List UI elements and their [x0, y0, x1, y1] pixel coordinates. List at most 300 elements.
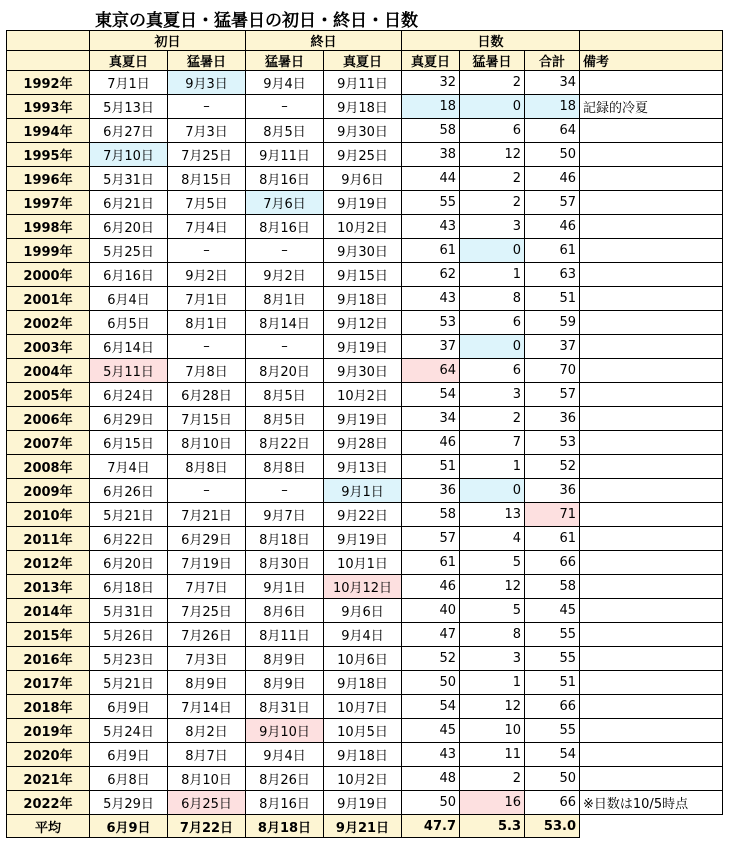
table-row	[7, 143, 723, 167]
last-mosho-cell: 8月26日	[246, 767, 324, 791]
last-manatsu-cell: 9月18日	[324, 287, 402, 311]
first-mosho-cell: 8月2日	[168, 719, 246, 743]
days-manatsu-cell: 47	[402, 623, 460, 647]
year-cell: 2003年	[7, 335, 90, 359]
table-row	[7, 335, 723, 359]
first-mosho-cell: 7月8日	[168, 359, 246, 383]
days-mosho-cell: 6	[460, 311, 525, 335]
table-row	[7, 95, 723, 119]
days-manatsu-cell: 40	[402, 599, 460, 623]
last-mosho-cell: 9月11日	[246, 143, 324, 167]
note-cell	[580, 287, 723, 311]
days-mosho-cell: 3	[460, 647, 525, 671]
year-cell: 2010年	[7, 503, 90, 527]
days-mosho-cell: 3	[460, 215, 525, 239]
days-total-cell: 66	[525, 695, 580, 719]
first-mosho-cell: 6月25日	[168, 791, 246, 815]
table-row	[7, 383, 723, 407]
days-manatsu-cell: 44	[402, 167, 460, 191]
days-manatsu-cell: 32	[402, 71, 460, 95]
year-cell: 1995年	[7, 143, 90, 167]
first-manatsu-cell: 5月31日	[90, 599, 168, 623]
first-mosho-cell: 9月2日	[168, 263, 246, 287]
days-mosho-cell: 2	[460, 407, 525, 431]
days-total-cell: 37	[525, 335, 580, 359]
days-mosho-cell: 16	[460, 791, 525, 815]
days-manatsu-cell: 48	[402, 767, 460, 791]
last-manatsu-cell: 9月19日	[324, 335, 402, 359]
first-mosho-cell: 8月9日	[168, 671, 246, 695]
last-mosho-cell: 8月18日	[246, 527, 324, 551]
first-manatsu-cell: 5月24日	[90, 719, 168, 743]
first-manatsu-cell: 6月4日	[90, 287, 168, 311]
year-cell: 2012年	[7, 551, 90, 575]
year-cell: 1993年	[7, 95, 90, 119]
average-days-total: 53.0	[525, 815, 580, 838]
first-manatsu-cell: 5月21日	[90, 503, 168, 527]
days-manatsu-cell: 46	[402, 431, 460, 455]
days-mosho-cell: 4	[460, 527, 525, 551]
first-manatsu-cell: 6月5日	[90, 311, 168, 335]
note-cell	[580, 191, 723, 215]
note-cell	[580, 167, 723, 191]
year-cell: 2009年	[7, 479, 90, 503]
table-row	[7, 719, 723, 743]
year-cell: 2021年	[7, 767, 90, 791]
days-total-cell: 34	[525, 71, 580, 95]
last-manatsu-cell: 9月4日	[324, 623, 402, 647]
first-mosho-cell: –	[168, 95, 246, 119]
first-manatsu-cell: 6月9日	[90, 695, 168, 719]
last-mosho-cell: 8月9日	[246, 671, 324, 695]
note-cell	[580, 527, 723, 551]
last-mosho-cell: 8月8日	[246, 455, 324, 479]
note-cell	[580, 263, 723, 287]
days-total-cell: 46	[525, 215, 580, 239]
days-manatsu-cell: 58	[402, 503, 460, 527]
last-mosho-cell: 8月16日	[246, 215, 324, 239]
last-mosho-cell: 9月2日	[246, 263, 324, 287]
last-manatsu-cell: 9月6日	[324, 599, 402, 623]
note-cell	[580, 383, 723, 407]
note-cell	[580, 311, 723, 335]
days-total-cell: 70	[525, 359, 580, 383]
average-first-manatsu: 6月9日	[90, 815, 168, 838]
table-row	[7, 431, 723, 455]
summer-days-table	[6, 30, 723, 838]
days-manatsu-cell: 50	[402, 791, 460, 815]
header-first-mosho: 猛暑日	[168, 51, 246, 71]
year-cell: 2020年	[7, 743, 90, 767]
days-mosho-cell: 12	[460, 695, 525, 719]
days-manatsu-cell: 64	[402, 359, 460, 383]
last-mosho-cell: 9月4日	[246, 71, 324, 95]
table-row	[7, 743, 723, 767]
note-cell	[580, 119, 723, 143]
last-manatsu-cell: 10月7日	[324, 695, 402, 719]
days-mosho-cell: 1	[460, 263, 525, 287]
year-cell: 2017年	[7, 671, 90, 695]
note-cell	[580, 215, 723, 239]
first-mosho-cell: 7月3日	[168, 119, 246, 143]
year-cell: 1994年	[7, 119, 90, 143]
first-manatsu-cell: 6月15日	[90, 431, 168, 455]
year-cell: 2016年	[7, 647, 90, 671]
first-manatsu-cell: 6月22日	[90, 527, 168, 551]
days-total-cell: 66	[525, 791, 580, 815]
first-mosho-cell: 8月15日	[168, 167, 246, 191]
last-manatsu-cell: 9月13日	[324, 455, 402, 479]
note-cell	[580, 599, 723, 623]
table-row	[7, 239, 723, 263]
days-total-cell: 63	[525, 263, 580, 287]
header-days-mosho: 猛暑日	[460, 51, 525, 71]
header-last: 終日	[246, 31, 402, 51]
table-body	[7, 31, 723, 838]
days-manatsu-cell: 46	[402, 575, 460, 599]
last-manatsu-cell: 10月1日	[324, 551, 402, 575]
days-total-cell: 59	[525, 311, 580, 335]
year-cell: 1996年	[7, 167, 90, 191]
year-cell: 2007年	[7, 431, 90, 455]
note-cell	[580, 743, 723, 767]
last-manatsu-cell: 9月22日	[324, 503, 402, 527]
table-row	[7, 215, 723, 239]
year-cell: 2011年	[7, 527, 90, 551]
first-manatsu-cell: 6月20日	[90, 551, 168, 575]
average-first-mosho: 7月22日	[168, 815, 246, 838]
last-manatsu-cell: 10月12日	[324, 575, 402, 599]
first-manatsu-cell: 7月10日	[90, 143, 168, 167]
first-mosho-cell: 7月4日	[168, 215, 246, 239]
days-manatsu-cell: 53	[402, 311, 460, 335]
last-mosho-cell: 8月31日	[246, 695, 324, 719]
days-mosho-cell: 6	[460, 119, 525, 143]
first-manatsu-cell: 6月14日	[90, 335, 168, 359]
last-manatsu-cell: 9月6日	[324, 167, 402, 191]
first-manatsu-cell: 5月21日	[90, 671, 168, 695]
days-mosho-cell: 5	[460, 551, 525, 575]
table-row	[7, 167, 723, 191]
days-mosho-cell: 7	[460, 431, 525, 455]
note-cell	[580, 767, 723, 791]
header-note-spacer	[580, 31, 723, 51]
days-total-cell: 51	[525, 671, 580, 695]
days-mosho-cell: 8	[460, 287, 525, 311]
note-cell	[580, 575, 723, 599]
days-mosho-cell: 1	[460, 671, 525, 695]
first-manatsu-cell: 6月21日	[90, 191, 168, 215]
first-mosho-cell: 6月29日	[168, 527, 246, 551]
days-total-cell: 58	[525, 575, 580, 599]
days-manatsu-cell: 54	[402, 695, 460, 719]
average-label: 平均	[7, 815, 90, 838]
table-row	[7, 791, 723, 815]
header-days-total: 合計	[525, 51, 580, 71]
first-mosho-cell: 6月28日	[168, 383, 246, 407]
last-manatsu-cell: 9月18日	[324, 671, 402, 695]
header-days-manatsu: 真夏日	[402, 51, 460, 71]
year-cell: 2001年	[7, 287, 90, 311]
last-mosho-cell: –	[246, 95, 324, 119]
first-mosho-cell: 8月7日	[168, 743, 246, 767]
average-row	[7, 815, 723, 838]
days-total-cell: 71	[525, 503, 580, 527]
first-mosho-cell: 7月26日	[168, 623, 246, 647]
header-note: 備考	[580, 51, 723, 71]
last-mosho-cell: 8月30日	[246, 551, 324, 575]
first-mosho-cell: 8月1日	[168, 311, 246, 335]
days-total-cell: 55	[525, 647, 580, 671]
note-cell: 記録的冷夏	[580, 95, 723, 119]
first-mosho-cell: –	[168, 479, 246, 503]
table-row	[7, 191, 723, 215]
days-mosho-cell: 13	[460, 503, 525, 527]
last-mosho-cell: 7月6日	[246, 191, 324, 215]
last-mosho-cell: 8月6日	[246, 599, 324, 623]
last-manatsu-cell: 9月18日	[324, 95, 402, 119]
average-last-manatsu: 9月21日	[324, 815, 402, 838]
first-mosho-cell: 7月5日	[168, 191, 246, 215]
first-manatsu-cell: 6月24日	[90, 383, 168, 407]
last-mosho-cell: 9月10日	[246, 719, 324, 743]
last-manatsu-cell: 10月2日	[324, 383, 402, 407]
days-mosho-cell: 6	[460, 359, 525, 383]
last-manatsu-cell: 9月30日	[324, 239, 402, 263]
year-cell: 2014年	[7, 599, 90, 623]
table-row	[7, 647, 723, 671]
first-mosho-cell: 8月10日	[168, 431, 246, 455]
note-cell	[580, 695, 723, 719]
table-row	[7, 695, 723, 719]
days-mosho-cell: 2	[460, 767, 525, 791]
last-manatsu-cell: 9月19日	[324, 527, 402, 551]
note-cell	[580, 359, 723, 383]
days-total-cell: 52	[525, 455, 580, 479]
note-cell	[580, 503, 723, 527]
last-manatsu-cell: 9月15日	[324, 263, 402, 287]
header-first: 初日	[90, 31, 246, 51]
last-manatsu-cell: 10月6日	[324, 647, 402, 671]
days-total-cell: 53	[525, 431, 580, 455]
first-manatsu-cell: 5月11日	[90, 359, 168, 383]
days-manatsu-cell: 55	[402, 191, 460, 215]
table-row	[7, 575, 723, 599]
days-mosho-cell: 2	[460, 167, 525, 191]
first-mosho-cell: 7月1日	[168, 287, 246, 311]
days-manatsu-cell: 61	[402, 551, 460, 575]
last-mosho-cell: 9月7日	[246, 503, 324, 527]
note-cell	[580, 647, 723, 671]
first-manatsu-cell: 5月29日	[90, 791, 168, 815]
first-mosho-cell: 8月8日	[168, 455, 246, 479]
days-manatsu-cell: 45	[402, 719, 460, 743]
days-mosho-cell: 0	[460, 335, 525, 359]
days-manatsu-cell: 37	[402, 335, 460, 359]
year-cell: 2022年	[7, 791, 90, 815]
days-total-cell: 57	[525, 383, 580, 407]
days-total-cell: 45	[525, 599, 580, 623]
year-cell: 1992年	[7, 71, 90, 95]
first-mosho-cell: 7月19日	[168, 551, 246, 575]
first-manatsu-cell: 6月26日	[90, 479, 168, 503]
header-days: 日数	[402, 31, 580, 51]
days-total-cell: 50	[525, 143, 580, 167]
first-manatsu-cell: 7月4日	[90, 455, 168, 479]
year-cell: 2019年	[7, 719, 90, 743]
table-row	[7, 119, 723, 143]
note-cell: ※日数は10/5時点	[580, 791, 723, 815]
last-mosho-cell: 8月14日	[246, 311, 324, 335]
days-mosho-cell: 8	[460, 623, 525, 647]
last-manatsu-cell: 10月2日	[324, 767, 402, 791]
last-manatsu-cell: 9月11日	[324, 71, 402, 95]
first-mosho-cell: 7月15日	[168, 407, 246, 431]
days-total-cell: 18	[525, 95, 580, 119]
days-manatsu-cell: 52	[402, 647, 460, 671]
first-mosho-cell: 7月21日	[168, 503, 246, 527]
days-manatsu-cell: 43	[402, 215, 460, 239]
first-manatsu-cell: 6月16日	[90, 263, 168, 287]
note-cell	[580, 239, 723, 263]
days-mosho-cell: 11	[460, 743, 525, 767]
first-manatsu-cell: 6月29日	[90, 407, 168, 431]
last-mosho-cell: 8月9日	[246, 647, 324, 671]
year-cell: 2006年	[7, 407, 90, 431]
year-cell: 2000年	[7, 263, 90, 287]
last-mosho-cell: 8月1日	[246, 287, 324, 311]
days-mosho-cell: 2	[460, 191, 525, 215]
first-mosho-cell: 7月14日	[168, 695, 246, 719]
days-mosho-cell: 12	[460, 575, 525, 599]
table-row	[7, 407, 723, 431]
last-mosho-cell: 9月1日	[246, 575, 324, 599]
note-cell	[580, 431, 723, 455]
last-mosho-cell: –	[246, 239, 324, 263]
first-manatsu-cell: 6月20日	[90, 215, 168, 239]
days-manatsu-cell: 50	[402, 671, 460, 695]
days-mosho-cell: 12	[460, 143, 525, 167]
days-total-cell: 36	[525, 407, 580, 431]
first-manatsu-cell: 6月9日	[90, 743, 168, 767]
note-cell	[580, 335, 723, 359]
table-row	[7, 311, 723, 335]
last-mosho-cell: 8月16日	[246, 167, 324, 191]
days-manatsu-cell: 61	[402, 239, 460, 263]
days-total-cell: 36	[525, 479, 580, 503]
average-last-mosho: 8月18日	[246, 815, 324, 838]
first-manatsu-cell: 6月8日	[90, 767, 168, 791]
year-cell: 1998年	[7, 215, 90, 239]
days-mosho-cell: 1	[460, 455, 525, 479]
last-manatsu-cell: 9月19日	[324, 191, 402, 215]
note-cell	[580, 623, 723, 647]
table-row	[7, 503, 723, 527]
year-cell: 2004年	[7, 359, 90, 383]
year-cell: 1997年	[7, 191, 90, 215]
table-row	[7, 71, 723, 95]
year-cell: 2005年	[7, 383, 90, 407]
first-mosho-cell: 7月25日	[168, 599, 246, 623]
first-mosho-cell: 7月7日	[168, 575, 246, 599]
last-mosho-cell: 8月11日	[246, 623, 324, 647]
table-row	[7, 671, 723, 695]
note-cell	[580, 143, 723, 167]
header-year	[7, 51, 90, 71]
days-total-cell: 51	[525, 287, 580, 311]
days-total-cell: 50	[525, 767, 580, 791]
days-total-cell: 61	[525, 239, 580, 263]
last-manatsu-cell: 9月30日	[324, 359, 402, 383]
days-total-cell: 55	[525, 623, 580, 647]
last-mosho-cell: 8月5日	[246, 383, 324, 407]
header-last-manatsu: 真夏日	[324, 51, 402, 71]
days-manatsu-cell: 58	[402, 119, 460, 143]
last-manatsu-cell: 9月28日	[324, 431, 402, 455]
page-title: 東京の真夏日・猛暑日の初日・終日・日数	[95, 11, 418, 31]
last-manatsu-cell: 10月2日	[324, 215, 402, 239]
days-total-cell: 54	[525, 743, 580, 767]
note-cell	[580, 551, 723, 575]
days-mosho-cell: 0	[460, 479, 525, 503]
first-manatsu-cell: 7月1日	[90, 71, 168, 95]
first-manatsu-cell: 5月26日	[90, 623, 168, 647]
first-mosho-cell: 7月3日	[168, 647, 246, 671]
note-cell	[580, 719, 723, 743]
year-cell: 2008年	[7, 455, 90, 479]
last-manatsu-cell: 9月19日	[324, 407, 402, 431]
days-manatsu-cell: 54	[402, 383, 460, 407]
last-mosho-cell: 8月16日	[246, 791, 324, 815]
table-row	[7, 767, 723, 791]
last-mosho-cell: 8月5日	[246, 407, 324, 431]
days-total-cell: 46	[525, 167, 580, 191]
table-row	[7, 479, 723, 503]
last-manatsu-cell: 9月12日	[324, 311, 402, 335]
last-manatsu-cell: 9月19日	[324, 791, 402, 815]
average-days-mosho: 5.3	[460, 815, 525, 838]
first-mosho-cell: –	[168, 335, 246, 359]
note-cell	[580, 455, 723, 479]
last-mosho-cell: 8月20日	[246, 359, 324, 383]
first-manatsu-cell: 6月27日	[90, 119, 168, 143]
table-row	[7, 623, 723, 647]
days-mosho-cell: 2	[460, 71, 525, 95]
days-total-cell: 55	[525, 719, 580, 743]
table-row	[7, 287, 723, 311]
last-mosho-cell: –	[246, 335, 324, 359]
last-mosho-cell: 8月22日	[246, 431, 324, 455]
days-manatsu-cell: 51	[402, 455, 460, 479]
days-manatsu-cell: 43	[402, 743, 460, 767]
table-row	[7, 359, 723, 383]
note-cell	[580, 671, 723, 695]
header-last-mosho: 猛暑日	[246, 51, 324, 71]
days-total-cell: 61	[525, 527, 580, 551]
first-manatsu-cell: 5月25日	[90, 239, 168, 263]
last-mosho-cell: 8月5日	[246, 119, 324, 143]
year-cell: 1999年	[7, 239, 90, 263]
last-mosho-cell: 9月4日	[246, 743, 324, 767]
last-manatsu-cell: 10月5日	[324, 719, 402, 743]
average-days-manatsu: 47.7	[402, 815, 460, 838]
days-total-cell: 57	[525, 191, 580, 215]
days-mosho-cell: 0	[460, 239, 525, 263]
header-corner	[7, 31, 90, 51]
days-manatsu-cell: 62	[402, 263, 460, 287]
header-row-groups	[7, 31, 723, 51]
days-manatsu-cell: 18	[402, 95, 460, 119]
